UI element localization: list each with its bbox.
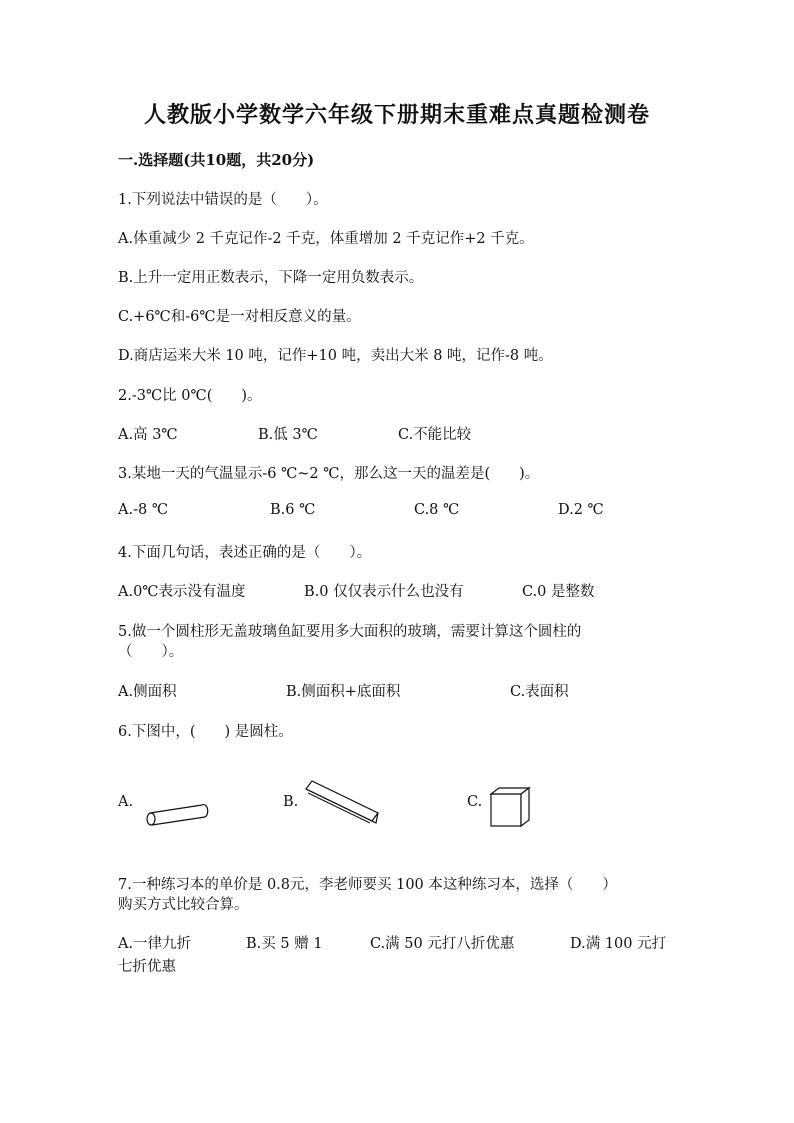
q5-option-b[interactable]: B.侧面积+底面积	[286, 684, 401, 700]
q6-option-a[interactable]: A.	[118, 794, 134, 810]
q7-option-c[interactable]: C.满 50 元打八折优惠	[370, 936, 515, 952]
triangular-prism-icon	[302, 779, 382, 829]
q6-option-b[interactable]: B.	[283, 794, 299, 810]
q7-option-b[interactable]: B.买 5 赠 1	[246, 936, 323, 952]
q3-option-a[interactable]: A.-8 ℃	[118, 502, 169, 518]
q6-stem: 6.下图中，( ) 是圆柱。	[118, 724, 293, 740]
q2-stem: 2.-3℃比 0℃( )。	[118, 388, 262, 404]
q7-option-d[interactable]: D.满 100 元打	[570, 936, 667, 952]
q4-option-b[interactable]: B.0 仅仅表示什么也没有	[304, 584, 464, 600]
q1-option-d[interactable]: D.商店运来大米 10 吨，记作+10 吨，卖出大米 8 吨，记作-8 吨。	[118, 348, 553, 364]
q7-option-d-continued: 七折优惠	[118, 959, 176, 975]
q7-stem-line1: 7.一种练习本的单价是 0.8元，李老师要买 100 本这种练习本，选择（ ）	[118, 877, 617, 893]
q3-stem: 3.某地一天的气温显示-6 ℃~2 ℃，那么这一天的温差是( )。	[118, 466, 540, 482]
q4-option-c[interactable]: C.0 是整数	[522, 584, 595, 600]
q1-option-b[interactable]: B.上升一定用正数表示，下降一定用负数表示。	[118, 270, 424, 286]
q2-option-b[interactable]: B.低 3℃	[258, 427, 318, 443]
cube-icon	[489, 786, 531, 832]
q5-option-a[interactable]: A.侧面积	[118, 684, 177, 700]
section-heading: 一.选择题(共10题，共20分)	[118, 151, 315, 169]
q6-option-c[interactable]: C.	[467, 794, 483, 810]
q2-option-c[interactable]: C.不能比较	[398, 427, 472, 443]
exam-title: 人教版小学数学六年级下册期末重难点真题检测卷	[143, 102, 650, 128]
q5-stem-line1: 5.做一个圆柱形无盖玻璃鱼缸要用多大面积的玻璃，需要计算这个圆柱的	[118, 624, 582, 640]
q7-option-a[interactable]: A.一律九折	[118, 936, 192, 952]
q5-option-c[interactable]: C.表面积	[510, 684, 569, 700]
q3-option-c[interactable]: C.8 ℃	[414, 502, 460, 518]
q4-option-a[interactable]: A.0℃表示没有温度	[118, 584, 246, 600]
q2-option-a[interactable]: A.高 3℃	[118, 427, 178, 443]
q5-stem-line2: （ ）。	[118, 644, 184, 660]
q1-option-c[interactable]: C.+6℃和-6℃是一对相反意义的量。	[118, 309, 361, 325]
q7-stem-line2: 购买方式比较合算。	[118, 897, 249, 913]
q3-option-b[interactable]: B.6 ℃	[270, 502, 316, 518]
cylinder-icon	[144, 803, 210, 833]
q4-stem: 4.下面几句话，表述正确的是（ ）。	[118, 545, 372, 561]
q1-stem: 1.下列说法中错误的是（ ）。	[118, 192, 328, 208]
q3-option-d[interactable]: D.2 ℃	[558, 502, 604, 518]
q1-option-a[interactable]: A.体重减少 2 千克记作-2 千克，体重增加 2 千克记作+2 千克。	[118, 231, 534, 247]
